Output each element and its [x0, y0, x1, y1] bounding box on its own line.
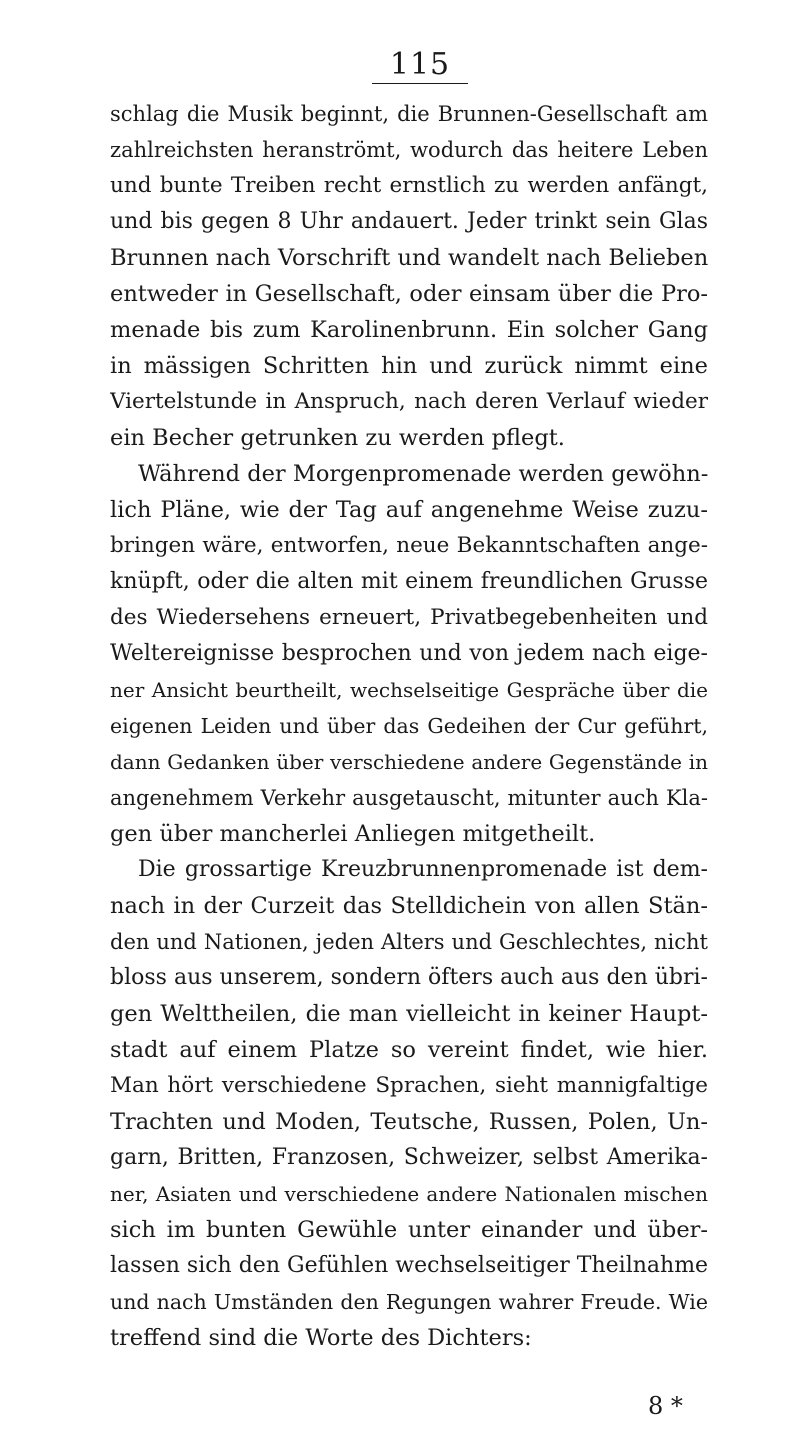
- text-line: Die grossartige Kreuzbrunnenpromenade ist dem-: [138, 857, 708, 882]
- text-line: nach in der Curzeit das Stelldichein von allen Stän-: [110, 893, 708, 919]
- text-line: den und Nationen, jeden Alters und Geschlechtes, nicht: [110, 930, 708, 954]
- text-line: lassen sich den Gefühlen wechselseitiger Theilnahme: [110, 1253, 708, 1278]
- text-line: schlag die Musik beginnt, die Brunnen-Gesellschaft am: [110, 102, 708, 126]
- text-line: des Wiedersehens erneuert, Privatbegebenheiten und: [110, 605, 708, 630]
- body-text: [110, 96, 708, 1356]
- text-line: sich im bunten Gewühle unter einander und über-: [110, 1217, 708, 1243]
- text-line: gen Welttheilen, die man vielleicht in keiner Haupt-: [110, 1001, 708, 1027]
- text-line: entweder in Gesellschaft, oder einsam über die Pro-: [110, 281, 708, 307]
- text-line: eigenen Leiden und über das Gedeihen der Cur geführt,: [110, 714, 708, 738]
- text-line: bringen wäre, entworfen, neue Bekanntschaften ange-: [110, 533, 708, 558]
- text-line: und bunte Treiben recht ernstlich zu werden anfängt,: [110, 173, 708, 198]
- text-line: und nach Umständen den Regungen wahrer Freude. Wie: [110, 1290, 708, 1314]
- text-line: knüpft, oder die alten mit einem freundlichen Grusse: [110, 569, 708, 594]
- text-line: bloss aus unserem, sondern öfters auch aus den übri-: [110, 965, 708, 990]
- text-line: Trachten und Moden, Teutsche, Russen, Polen, Un-: [110, 1109, 708, 1135]
- text-line: ner Ansicht beurtheilt, wechselseitige Gespräche über die: [110, 678, 708, 702]
- text-line: gen über mancherlei Anliegen mitgetheilt.: [110, 821, 596, 847]
- text-line: Weltereignisse besprochen und von jedem nach eige-: [110, 641, 708, 666]
- page-number: [0, 45, 800, 85]
- text-line: und bis gegen 8 Uhr andauert. Jeder trinkt sein Glas: [110, 209, 708, 234]
- text-line: stadt auf einem Platze so vereint findet, wie hier.: [110, 1037, 708, 1063]
- text-line: ein Becher getrunken zu werden pflegt.: [110, 425, 565, 451]
- text-line: Brunnen nach Vorschrift und wandelt nach Belieben: [110, 245, 708, 271]
- text-line: Viertelstunde in Anspruch, nach deren Verlauf wieder: [110, 389, 708, 414]
- text-line: in mässigen Schritten hin und zurück nimmt eine: [110, 353, 708, 379]
- text-line: menade bis zum Karolinenbrunn. Ein solcher Gang: [110, 317, 708, 343]
- text-line: zahlreichsten heranströmt, wodurch das heitere Leben: [110, 138, 708, 162]
- text-line: Während der Morgenpromenade werden gewöhn-: [138, 461, 708, 487]
- text-line: angenehmem Verkehr ausgetauscht, mitunter auch Kla-: [110, 786, 708, 810]
- signature-mark: 8 *: [648, 1392, 683, 1420]
- text-line: garn, Britten, Franzosen, Schweizer, selbst Amerika-: [110, 1145, 708, 1170]
- text-line: lich Pläne, wie der Tag auf angenehme Weise zuzu-: [110, 497, 708, 523]
- page-number-text: 115: [372, 48, 468, 84]
- text-line: ner, Asiaten und verschiedene andere Nationalen mischen: [110, 1182, 708, 1206]
- text-line: dann Gedanken über verschiedene andere Gegenstände in: [110, 750, 708, 774]
- text-line: treffend sind die Worte des Dichters:: [110, 1325, 532, 1351]
- text-line: Man hört verschiedene Sprachen, sieht mannigfaltige: [110, 1073, 708, 1098]
